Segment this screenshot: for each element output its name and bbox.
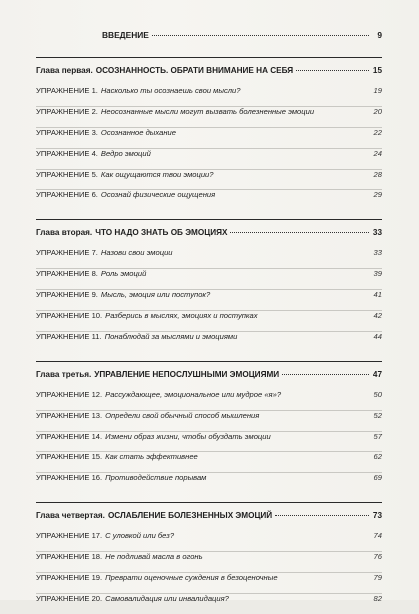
intro-title: ВВЕДЕНИЕ bbox=[102, 30, 149, 40]
exercise-title: Рассуждающее, эмоциональное или мудрое «я»? bbox=[105, 389, 282, 399]
dot-leader bbox=[282, 374, 369, 375]
exercise-number: УПРАЖНЕНИЕ 16. bbox=[36, 473, 103, 483]
exercise-entry bbox=[36, 451, 382, 472]
exercise-title: Роль эмоций bbox=[100, 269, 147, 279]
toc-intro-entry bbox=[36, 30, 382, 48]
exercise-entry bbox=[36, 331, 382, 352]
dot-leader bbox=[230, 232, 369, 233]
exercise-entry bbox=[36, 127, 382, 148]
exercise-number: УПРАЖНЕНИЕ 4. bbox=[36, 148, 98, 158]
exercise-number: УПРАЖНЕНИЕ 8. bbox=[36, 269, 98, 279]
exercise-number: УПРАЖНЕНИЕ 3. bbox=[36, 127, 98, 137]
exercise-entry bbox=[36, 106, 382, 127]
exercise-list bbox=[36, 531, 382, 614]
exercise-number: УПРАЖНЕНИЕ 6. bbox=[36, 190, 98, 200]
exercise-number: УПРАЖНЕНИЕ 18. bbox=[36, 552, 103, 562]
chapter-section bbox=[36, 219, 382, 351]
exercise-page-number: 19 bbox=[373, 86, 382, 95]
exercise-number: УПРАЖНЕНИЕ 13. bbox=[36, 410, 103, 420]
exercise-number: УПРАЖНЕНИЕ 17. bbox=[36, 531, 103, 541]
exercise-page-number: 28 bbox=[373, 169, 382, 179]
dot-leader bbox=[152, 35, 369, 36]
chapter-page-number: 73 bbox=[372, 511, 382, 521]
exercise-page-number: 74 bbox=[373, 531, 382, 541]
exercise-title: Противодействие порывам bbox=[105, 473, 207, 483]
dot-leader bbox=[275, 515, 369, 516]
exercise-number: УПРАЖНЕНИЕ 14. bbox=[36, 431, 103, 441]
exercise-page-number: 20 bbox=[373, 106, 382, 116]
table-of-contents bbox=[36, 30, 382, 614]
chapter-page-number: 15 bbox=[372, 66, 382, 75]
exercise-page-number: 33 bbox=[373, 248, 382, 258]
exercise-title: Не подливай масла в огонь bbox=[105, 552, 203, 562]
chapter-title: ЧТО НАДО ЗНАТЬ ОБ ЭМОЦИЯХ bbox=[95, 228, 228, 238]
exercise-title: Самовалидация или инвалидация? bbox=[105, 593, 229, 603]
exercise-entry bbox=[36, 410, 382, 431]
exercise-number: УПРАЖНЕНИЕ 20. bbox=[36, 593, 103, 603]
exercise-number: УПРАЖНЕНИЕ 10. bbox=[36, 311, 103, 321]
exercise-title: Как стать эффективнее bbox=[105, 452, 198, 462]
exercise-entry bbox=[36, 289, 382, 310]
chapter-heading bbox=[36, 66, 382, 84]
chapter-label: Глава вторая. bbox=[36, 228, 93, 238]
chapter-label: Глава третья. bbox=[36, 369, 92, 379]
exercise-entry bbox=[36, 148, 382, 169]
exercise-title: Измени образ жизни, чтобы обуздать эмоции bbox=[105, 431, 271, 441]
chapter-title: ОСОЗНАННОСТЬ. ОБРАТИ ВНИМАНИЕ НА СЕБЯ bbox=[95, 66, 294, 75]
exercise-entry bbox=[36, 86, 382, 106]
chapter-title: ОСЛАБЛЕНИЕ БОЛЕЗНЕННЫХ ЭМОЦИЙ bbox=[107, 511, 273, 521]
exercise-number: УПРАЖНЕНИЕ 9. bbox=[36, 290, 98, 300]
exercise-title: Ведро эмоций bbox=[100, 148, 151, 158]
chapter-section bbox=[36, 361, 382, 493]
exercise-entry bbox=[36, 572, 382, 593]
exercise-title: Осознанное дыхание bbox=[100, 127, 176, 137]
exercise-page-number: 82 bbox=[373, 593, 382, 603]
exercise-page-number: 22 bbox=[373, 127, 382, 137]
exercise-number: УПРАЖНЕНИЕ 1. bbox=[36, 86, 98, 95]
exercise-title: Осознай физические ощущения bbox=[100, 190, 216, 200]
exercise-title: Мысль, эмоция или поступок? bbox=[100, 290, 211, 300]
chapter-section bbox=[36, 57, 382, 210]
chapter-heading bbox=[36, 228, 382, 246]
exercise-number: УПРАЖНЕНИЕ 15. bbox=[36, 452, 103, 462]
exercise-number: УПРАЖНЕНИЕ 2. bbox=[36, 106, 98, 116]
exercise-list bbox=[36, 248, 382, 351]
exercise-title: Понаблюдай за мыслями и эмоциями bbox=[104, 331, 238, 341]
exercise-page-number: 52 bbox=[373, 410, 382, 420]
intro-page-number: 9 bbox=[377, 30, 382, 40]
exercise-title: С уловкой или без? bbox=[105, 531, 175, 541]
exercise-number: УПРАЖНЕНИЕ 19. bbox=[36, 573, 103, 583]
exercise-page-number: 39 bbox=[373, 269, 382, 279]
exercise-page-number: 24 bbox=[373, 148, 382, 158]
exercise-entry bbox=[36, 531, 382, 551]
chapter-label: Глава четвертая. bbox=[36, 511, 105, 521]
exercise-page-number: 44 bbox=[373, 331, 382, 341]
exercise-title: Преврати оценочные суждения в безоценочные bbox=[105, 573, 278, 583]
exercise-entry bbox=[36, 268, 382, 289]
exercise-number: УПРАЖНЕНИЕ 12. bbox=[36, 389, 103, 399]
chapter-heading bbox=[36, 511, 382, 529]
exercise-page-number: 76 bbox=[373, 552, 382, 562]
chapter-title: УПРАВЛЕНИЕ НЕПОСЛУШНЫМИ ЭМОЦИЯМИ bbox=[94, 369, 280, 379]
chapter-label: Глава первая. bbox=[36, 66, 93, 75]
exercise-title: Как ощущаются твои эмоции? bbox=[100, 169, 214, 179]
exercise-page-number: 42 bbox=[373, 311, 382, 321]
exercise-list bbox=[36, 86, 382, 210]
exercise-entry bbox=[36, 310, 382, 331]
exercise-number: УПРАЖНЕНИЕ 7. bbox=[36, 248, 98, 258]
exercise-page-number: 50 bbox=[373, 389, 382, 399]
exercise-entry bbox=[36, 593, 382, 614]
chapter-section bbox=[36, 502, 382, 614]
exercise-list bbox=[36, 390, 382, 493]
exercise-entry bbox=[36, 189, 382, 210]
exercise-title: Разберись в мыслях, эмоциях и поступках bbox=[105, 311, 258, 321]
chapter-heading bbox=[36, 370, 382, 388]
exercise-entry bbox=[36, 248, 382, 268]
chapter-page-number: 47 bbox=[372, 369, 382, 379]
exercise-page-number: 29 bbox=[373, 190, 382, 200]
exercise-title: Назови свои эмоции bbox=[100, 248, 173, 258]
exercise-title: Насколько ты осознаешь свои мысли? bbox=[100, 86, 241, 95]
exercise-entry bbox=[36, 472, 382, 493]
exercise-entry bbox=[36, 431, 382, 452]
exercise-page-number: 41 bbox=[373, 290, 382, 300]
exercise-page-number: 79 bbox=[373, 573, 382, 583]
exercise-entry bbox=[36, 390, 382, 410]
exercise-title: Неосознанные мысли могут вызвать болезненные эмоции bbox=[100, 106, 315, 116]
exercise-page-number: 57 bbox=[373, 431, 382, 441]
exercise-entry bbox=[36, 169, 382, 190]
chapter-page-number: 33 bbox=[372, 228, 382, 238]
exercise-number: УПРАЖНЕНИЕ 5. bbox=[36, 169, 98, 179]
exercise-page-number: 62 bbox=[373, 452, 382, 462]
exercise-title: Определи свой обычный способ мышления bbox=[105, 410, 260, 420]
exercise-entry bbox=[36, 551, 382, 572]
exercise-number: УПРАЖНЕНИЕ 11. bbox=[36, 331, 102, 341]
exercise-page-number: 69 bbox=[373, 473, 382, 483]
dot-leader bbox=[296, 70, 369, 71]
